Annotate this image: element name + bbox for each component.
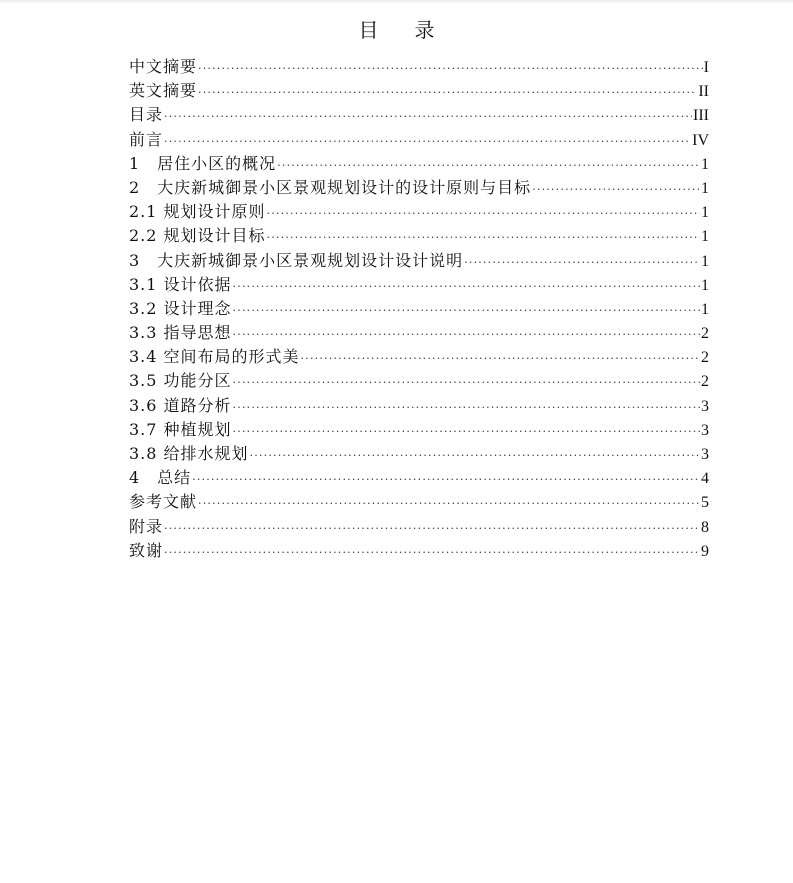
toc-entry-page: 1 — [701, 276, 709, 294]
toc-entry-label: 附录 — [129, 516, 164, 536]
toc-entry-page: 3 — [701, 421, 709, 439]
toc-entry[interactable] — [129, 297, 709, 321]
toc-entry[interactable] — [129, 79, 709, 103]
toc-entry-label: 2 大庆新城御景小区景观规划设计的设计原则与目标 — [129, 177, 532, 197]
page-top-edge — [0, 0, 793, 4]
toc-entry-label: 中文摘要 — [129, 57, 198, 76]
toc-dot-leader — [233, 275, 700, 299]
toc-entry-label: 目录 — [129, 105, 164, 125]
toc-entry[interactable] — [129, 273, 709, 297]
toc-entry-page: 2 — [701, 349, 709, 367]
toc-entry-label: 3.1 设计依据 — [129, 274, 232, 294]
toc-entry[interactable] — [129, 442, 709, 466]
toc-entry[interactable] — [129, 539, 709, 563]
toc-dot-leader — [532, 178, 700, 202]
toc-entry-page: II — [698, 83, 709, 101]
toc-dot-leader — [267, 202, 700, 226]
toc-entry-page: IV — [692, 131, 709, 149]
toc-dot-leader — [233, 371, 700, 395]
toc-entry[interactable] — [129, 490, 709, 514]
toc-entry-page: 3 — [701, 446, 709, 463]
toc-dot-leader — [164, 541, 700, 565]
toc-dot-leader — [164, 517, 700, 541]
toc-entry[interactable] — [129, 394, 709, 418]
toc-entry[interactable] — [129, 176, 709, 200]
toc-entry-page: 8 — [701, 518, 709, 536]
toc-dot-leader — [464, 251, 700, 275]
toc-entry[interactable] — [129, 249, 709, 273]
toc-dot-leader — [198, 492, 700, 516]
page-title — [0, 16, 793, 44]
page-title-char-2: 录 — [414, 18, 435, 42]
toc-dot-leader — [233, 323, 700, 347]
toc-entry-label: 2.2 规划设计目标 — [129, 226, 266, 246]
toc-entry-label: 前言 — [129, 129, 164, 149]
table-of-contents — [129, 55, 709, 563]
toc-entry-page: 3 — [701, 397, 709, 415]
toc-dot-leader — [301, 347, 700, 371]
toc-entry[interactable] — [129, 515, 709, 539]
toc-dot-leader — [198, 81, 697, 105]
toc-dot-leader — [198, 57, 703, 81]
toc-entry-label: 2.1 规划设计原则 — [129, 202, 266, 222]
toc-entry[interactable] — [129, 345, 709, 369]
toc-entry[interactable] — [129, 369, 709, 393]
toc-entry-page: 2 — [701, 373, 709, 391]
toc-entry-label: 3 大庆新城御景小区景观规划设计设计说明 — [129, 250, 464, 270]
toc-entry-label: 1 居住小区的概况 — [129, 153, 277, 173]
toc-entry-page: 1 — [701, 252, 709, 270]
toc-entry-page: 1 — [701, 204, 709, 222]
page-title-char-1: 目 — [358, 18, 379, 42]
toc-entry-label: 致谢 — [129, 540, 164, 560]
toc-entry-page: I — [703, 59, 709, 76]
toc-entry[interactable] — [129, 321, 709, 345]
toc-entry-label: 3.3 指导思想 — [129, 323, 232, 343]
toc-entry-label: 3.8 给排水规划 — [129, 444, 249, 463]
toc-entry[interactable] — [129, 200, 709, 224]
toc-dot-leader — [233, 420, 700, 444]
toc-dot-leader — [164, 105, 692, 129]
toc-entry-page: 1 — [701, 300, 709, 318]
toc-entry-label: 3.6 道路分析 — [129, 395, 232, 415]
toc-entry[interactable] — [129, 224, 709, 248]
toc-entry-page: 4 — [701, 470, 709, 488]
toc-entry-page: 1 — [701, 228, 709, 246]
toc-entry-label: 英文摘要 — [129, 81, 198, 101]
toc-dot-leader — [277, 154, 700, 178]
toc-entry[interactable] — [129, 103, 709, 127]
toc-entry-label: 3.5 功能分区 — [129, 371, 232, 391]
toc-entry-page: III — [693, 107, 709, 125]
toc-entry[interactable] — [129, 466, 709, 490]
toc-entry-label: 3.4 空间布局的形式美 — [129, 347, 300, 367]
toc-entry-label: 3.7 种植规划 — [129, 419, 232, 439]
toc-entry-page: 5 — [701, 494, 709, 512]
toc-entry-page: 9 — [701, 542, 709, 560]
toc-entry[interactable] — [129, 55, 709, 79]
toc-dot-leader — [164, 130, 691, 154]
toc-entry-page: 1 — [701, 155, 709, 173]
toc-entry-label: 3.2 设计理念 — [129, 298, 232, 318]
toc-entry-page: 2 — [701, 325, 709, 343]
toc-entry[interactable] — [129, 418, 709, 442]
toc-dot-leader — [192, 468, 700, 492]
toc-entry-page: 1 — [701, 179, 709, 197]
toc-entry-label: 参考文献 — [129, 492, 198, 512]
toc-dot-leader — [267, 226, 700, 250]
toc-entry[interactable] — [129, 128, 709, 152]
toc-dot-leader — [233, 299, 700, 323]
toc-entry[interactable] — [129, 152, 709, 176]
toc-entry-label: 4 总结 — [129, 468, 192, 488]
toc-dot-leader — [250, 444, 700, 468]
toc-dot-leader — [233, 396, 700, 420]
